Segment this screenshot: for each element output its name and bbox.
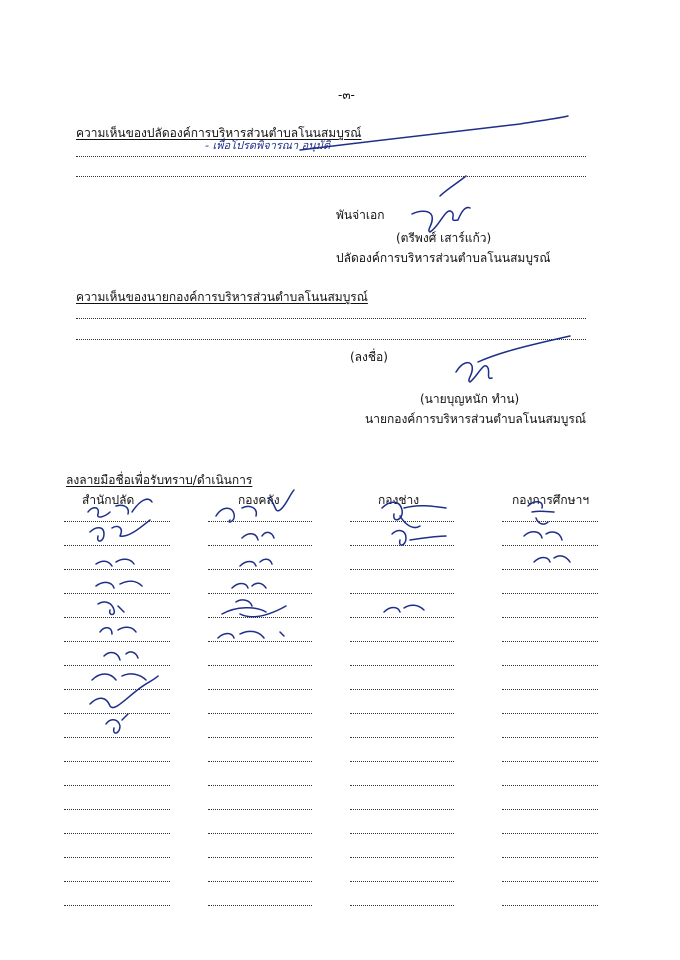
sig-education-1 xyxy=(528,502,554,524)
sig-palat-4 xyxy=(96,581,142,588)
deputy-rank: พันจ่าเอก xyxy=(336,208,385,222)
sig-palat-3 xyxy=(96,559,134,566)
sig-palat-1 xyxy=(88,499,152,517)
deputy-signature xyxy=(412,176,470,232)
column-header-palat-office: สำนักปลัด xyxy=(82,493,135,507)
sig-finance-2 xyxy=(242,532,274,540)
deputy-position: ปลัดองค์การบริหารส่วนตำบลโนนสมบูรณ์ xyxy=(336,251,551,265)
sig-palat-9 xyxy=(90,676,158,708)
sig-palat-10 xyxy=(106,714,128,733)
deputy-opinion-heading: ความเห็นของปลัดองค์การบริหารส่วนตำบลโนนสมบูรณ์ xyxy=(76,126,362,140)
sig-palat-5 xyxy=(98,602,124,615)
column-header-finance: กองคลัง xyxy=(238,493,280,507)
acknowledgement-title: ลงลายมือชื่อเพื่อรับทราบ/ดำเนินการ xyxy=(66,473,253,487)
sig-education-3 xyxy=(534,556,570,562)
sig-finance-1 xyxy=(216,490,294,522)
deputy-handwritten-opinion: - เพื่อโปรดพิจารณา อนุมัติ xyxy=(205,139,331,152)
page-number: -๓- xyxy=(338,88,355,102)
mayor-signature xyxy=(456,336,570,382)
sig-palat-8 xyxy=(92,674,146,680)
sig-palat-2 xyxy=(90,520,150,541)
mayor-opinion-heading: ความเห็นของนายกองค์การบริหารส่วนตำบลโนนสมบูรณ์ xyxy=(76,290,368,304)
mayor-position: นายกองค์การบริหารส่วนตำบลโนนสมบูรณ์ xyxy=(365,412,586,426)
deputy-opinion-stroke xyxy=(300,116,568,150)
sig-finance-4 xyxy=(232,583,266,588)
sig-palat-7 xyxy=(104,652,138,660)
sig-engineering-2 xyxy=(392,531,446,546)
sig-engineering-1 xyxy=(382,502,446,527)
sig-finance-6 xyxy=(218,631,284,638)
sig-finance-3 xyxy=(240,559,272,566)
mayor-sign-label: (ลงชื่อ) xyxy=(350,350,388,364)
sig-palat-6 xyxy=(100,627,136,634)
sig-education-2 xyxy=(524,532,562,540)
column-header-education: กองการศึกษาฯ xyxy=(512,493,590,507)
mayor-name: (นายบุญหนัก ทำน) xyxy=(420,392,520,406)
sig-engineering-3 xyxy=(384,605,424,612)
sig-finance-5 xyxy=(222,600,286,617)
deputy-name: (ตรีพงศ์ เสาร์แก้ว) xyxy=(396,231,492,245)
column-header-engineering: กองช่าง xyxy=(378,493,420,507)
